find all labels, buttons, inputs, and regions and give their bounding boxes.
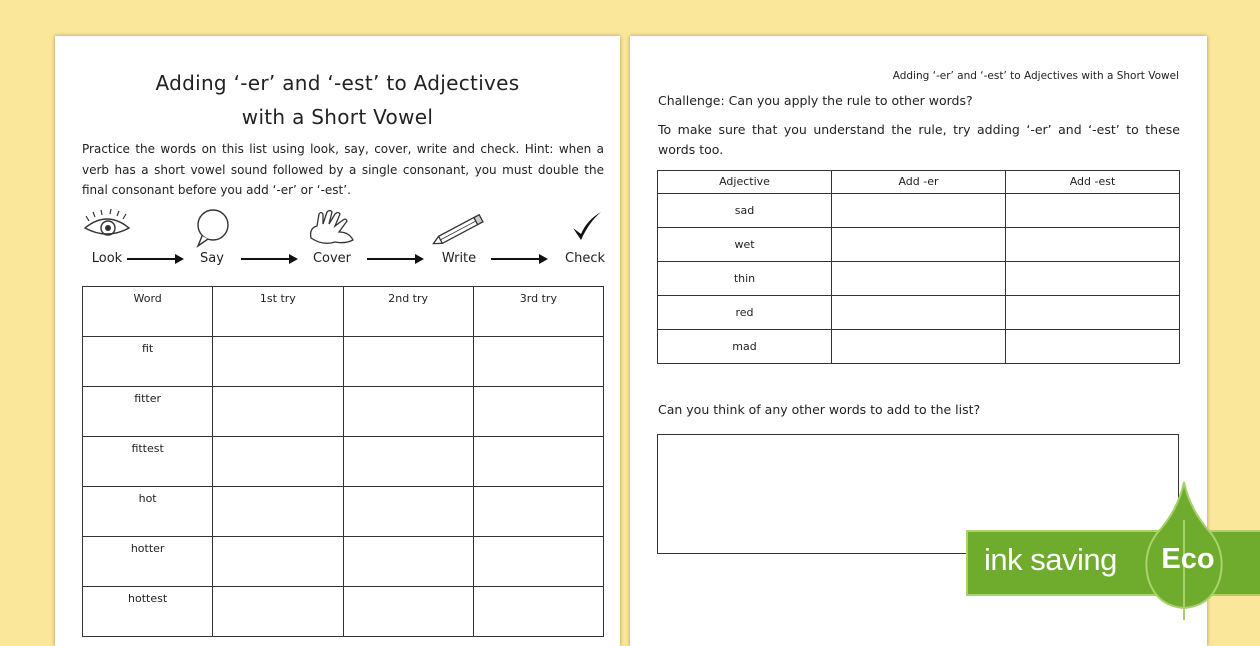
column-header-add-er: Add -er xyxy=(832,171,1006,194)
table-row xyxy=(658,228,1180,262)
worksheet-title xyxy=(55,66,620,134)
word-cell: fitter xyxy=(83,387,213,437)
answer-cell[interactable] xyxy=(213,537,343,587)
answer-cell[interactable] xyxy=(343,387,473,437)
ink-saving-text: ink saving xyxy=(984,542,1117,577)
word-cell: fit xyxy=(83,337,213,387)
eye-icon xyxy=(81,208,133,242)
table-row xyxy=(658,262,1180,296)
column-header-2nd-try: 2nd try xyxy=(343,287,473,337)
page-header: Adding ‘-er’ and ‘-est’ to Adjectives with a Short Vowel xyxy=(892,70,1179,82)
step-cover xyxy=(302,208,362,268)
word-cell: hot xyxy=(83,487,213,537)
answer-cell[interactable] xyxy=(832,228,1006,262)
answer-cell[interactable] xyxy=(473,537,603,587)
look-say-cover-write-check-row xyxy=(55,208,620,268)
pencil-icon xyxy=(430,208,488,248)
arrow-icon xyxy=(241,252,299,266)
column-header-add-est: Add -est xyxy=(1006,171,1180,194)
answer-cell[interactable] xyxy=(832,296,1006,330)
table-row xyxy=(658,296,1180,330)
adjective-cell: red xyxy=(658,296,832,330)
arrow-icon xyxy=(491,252,549,266)
word-cell: fittest xyxy=(83,437,213,487)
answer-cell[interactable] xyxy=(473,437,603,487)
step-label-cover: Cover xyxy=(312,251,352,266)
step-label-check: Check xyxy=(565,251,605,266)
instructions-text: Practice the words on this list using look, say, cover, write and check. Hint: when a verb has a short vowel sound followed by a single consonant, you must double the final consonant before you add ‘-er’ or ‘-est’. xyxy=(82,142,604,197)
column-header-word: Word xyxy=(83,287,213,337)
spelling-practice-table xyxy=(82,286,604,637)
adjective-cell: mad xyxy=(658,330,832,364)
answer-cell[interactable] xyxy=(832,262,1006,296)
answer-cell[interactable] xyxy=(473,487,603,537)
answer-cell[interactable] xyxy=(343,487,473,537)
step-say xyxy=(182,208,242,268)
answer-cell[interactable] xyxy=(343,437,473,487)
arrow-icon xyxy=(367,252,425,266)
worksheet-page-left xyxy=(55,36,620,646)
adjective-cell: wet xyxy=(658,228,832,262)
column-header-1st-try: 1st try xyxy=(213,287,343,337)
step-check xyxy=(555,208,615,268)
answer-cell[interactable] xyxy=(832,194,1006,228)
title-line-2: with a Short Vowel xyxy=(241,105,434,129)
table-row xyxy=(83,437,604,487)
other-words-question: Can you think of any other words to add to the list? xyxy=(658,402,981,417)
title-line-1: Adding ‘-er’ and ‘-est’ to Adjectives xyxy=(155,71,520,95)
step-label-look: Look xyxy=(91,251,123,266)
answer-cell[interactable] xyxy=(213,387,343,437)
answer-cell[interactable] xyxy=(1006,262,1180,296)
word-cell: hotter xyxy=(83,537,213,587)
table-row xyxy=(83,337,604,387)
answer-cell[interactable] xyxy=(1006,330,1180,364)
column-header-adjective: Adjective xyxy=(658,171,832,194)
word-cell: hottest xyxy=(83,587,213,637)
adjective-cell: thin xyxy=(658,262,832,296)
table-row xyxy=(658,330,1180,364)
answer-cell[interactable] xyxy=(343,587,473,637)
answer-cell[interactable] xyxy=(473,387,603,437)
eco-label: Eco xyxy=(1161,543,1215,575)
hand-icon xyxy=(305,208,359,248)
answer-cell[interactable] xyxy=(473,337,603,387)
answer-cell[interactable] xyxy=(213,487,343,537)
answer-cell[interactable] xyxy=(1006,194,1180,228)
answer-cell[interactable] xyxy=(213,337,343,387)
answer-cell[interactable] xyxy=(473,587,603,637)
checkmark-icon xyxy=(565,208,605,248)
step-label-say: Say xyxy=(200,251,224,266)
rule-instruction-text: To make sure that you understand the rule, try adding ‘-er’ and ‘-est’ to these words too. xyxy=(658,122,1180,157)
answer-cell[interactable] xyxy=(213,437,343,487)
challenge-text: Challenge: Can you apply the rule to other words? xyxy=(658,93,973,108)
column-header-3rd-try: 3rd try xyxy=(473,287,603,337)
answer-cell[interactable] xyxy=(1006,228,1180,262)
answer-cell[interactable] xyxy=(343,337,473,387)
speech-bubble-icon xyxy=(192,208,232,248)
table-row xyxy=(658,194,1180,228)
table-row xyxy=(83,487,604,537)
step-label-write: Write xyxy=(441,251,477,266)
step-write xyxy=(429,208,489,268)
arrow-icon xyxy=(127,252,185,266)
table-row xyxy=(83,587,604,637)
table-row xyxy=(83,537,604,587)
answer-cell[interactable] xyxy=(343,537,473,587)
answer-cell[interactable] xyxy=(832,330,1006,364)
table-row xyxy=(83,387,604,437)
adjective-table xyxy=(657,170,1180,364)
adjective-cell: sad xyxy=(658,194,832,228)
answer-cell[interactable] xyxy=(213,587,343,637)
answer-cell[interactable] xyxy=(1006,296,1180,330)
